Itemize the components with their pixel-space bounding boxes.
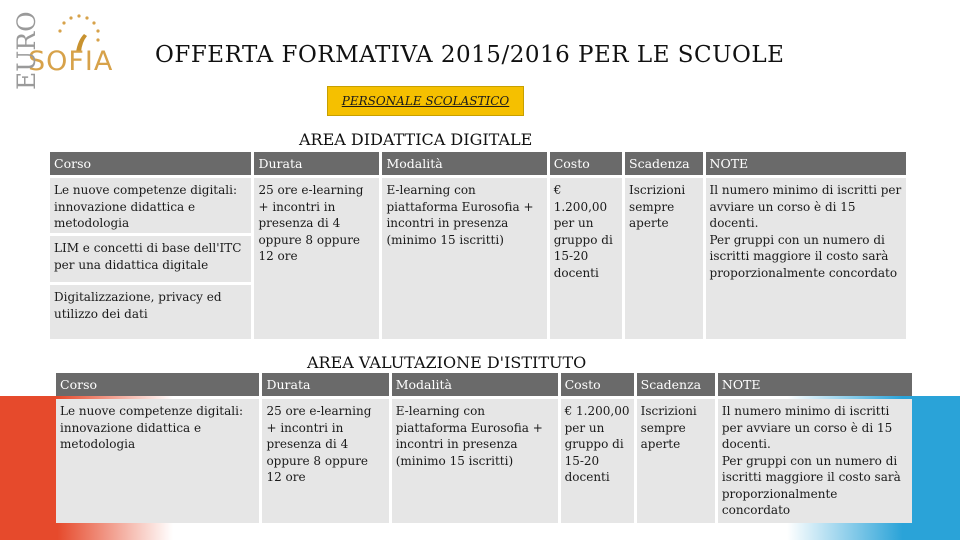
note-line: Per gruppi con un numero di iscritti maggiore il costo sarà proporzionalmente concordato <box>721 453 901 517</box>
column-header-note: NOTE <box>706 152 906 175</box>
durata-cell: 25 ore e-learning + incontri in presenza di 4 oppure 8 oppure 12 ore <box>254 178 379 339</box>
section-heading-didattica: AREA DIDATTICA DIGITALE <box>299 130 533 149</box>
modalita-cell: E-learning con piattaforma Eurosofia + incontri in presenza (minimo 15 iscritti) <box>382 178 546 339</box>
table-header-row <box>56 373 912 396</box>
column-header-modalita: Modalità <box>392 373 558 396</box>
costo-cell: € 1.200,00 per un gruppo di 15-20 docenti <box>550 178 622 339</box>
note-cell <box>718 399 912 523</box>
logo-brand-text: SOFIA <box>28 46 114 77</box>
audience-badge-label: PERSONALE SCOLASTICO <box>341 94 510 108</box>
note-line: Il numero minimo di iscritti per avviare un corso è di 15 docenti. <box>709 183 902 230</box>
courses-table-valutazione <box>53 370 915 526</box>
table-row <box>50 178 906 339</box>
note-line: Per gruppi con un numero di iscritti maggiore il costo sarà proporzionalmente concordato <box>709 232 898 280</box>
scadenza-cell: Iscrizioni sempre aperte <box>637 399 715 523</box>
column-header-corso: Corso <box>56 373 259 396</box>
course-item: LIM e concetti di base dell'ITC per una didattica digitale <box>50 236 251 282</box>
eurosofia-logo <box>12 11 115 122</box>
column-header-durata: Durata <box>254 152 379 175</box>
course-item: Digitalizzazione, privacy ed utilizzo dei dati <box>50 285 251 339</box>
column-header-durata: Durata <box>262 373 388 396</box>
courses-table-didattica <box>47 149 909 342</box>
scadenza-cell: Iscrizioni sempre aperte <box>625 178 702 339</box>
corso-cell <box>50 178 251 339</box>
page-title: OFFERTA FORMATIVA 2015/2016 PER LE SCUOLE <box>155 42 785 68</box>
modalita-cell: E-learning con piattaforma Eurosofia + incontri in presenza (minimo 15 iscritti) <box>392 399 558 523</box>
section-heading-valutazione: AREA VALUTAZIONE D'ISTITUTO <box>307 353 587 372</box>
column-header-modalita: Modalità <box>382 152 546 175</box>
table-header-row <box>50 152 906 175</box>
column-header-corso: Corso <box>50 152 251 175</box>
note-cell <box>706 178 906 339</box>
costo-cell: € 1.200,00 per un gruppo di 15-20 docenti <box>561 399 634 523</box>
logo-side-text: EURO <box>12 11 41 90</box>
table-row <box>56 399 912 523</box>
corso-cell: Le nuove competenze digitali: innovazione didattica e metodologia <box>56 399 259 523</box>
durata-cell: 25 ore e-learning + incontri in presenza di 4 oppure 8 oppure 12 ore <box>262 399 388 523</box>
column-header-costo: Costo <box>561 373 634 396</box>
column-header-scadenza: Scadenza <box>637 373 715 396</box>
column-header-note: NOTE <box>718 373 912 396</box>
audience-badge <box>327 86 524 116</box>
note-line: Il numero minimo di iscritti per avviare un corso è di 15 docenti. <box>721 404 893 451</box>
column-header-scadenza: Scadenza <box>625 152 702 175</box>
course-item: Le nuove competenze digitali: innovazione didattica e metodologia <box>50 178 251 233</box>
column-header-costo: Costo <box>550 152 622 175</box>
